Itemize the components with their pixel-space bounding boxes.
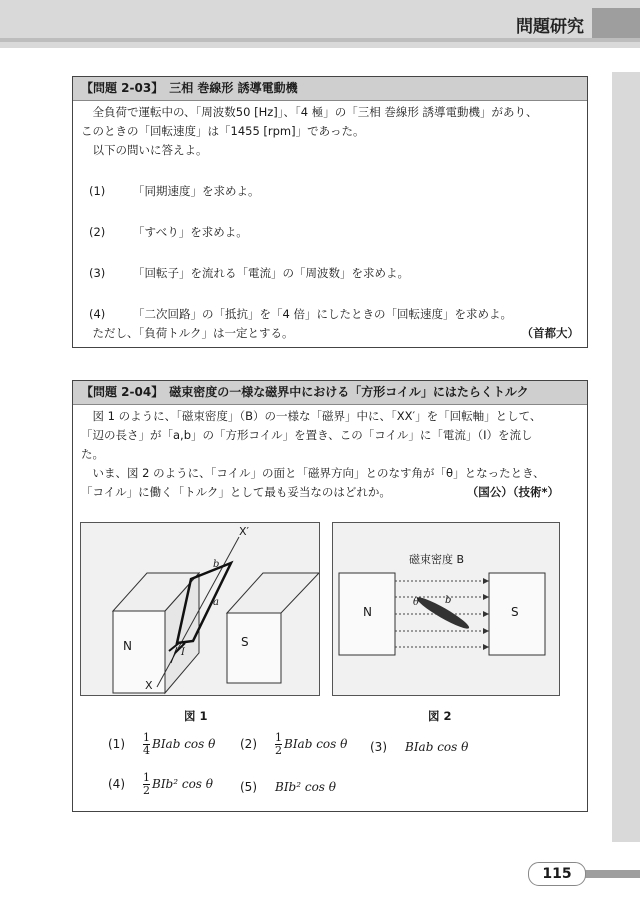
s-pole-label: S [511,605,519,619]
choice-4[interactable]: (4) $\frac{1}{2}$ BIb² cos θ [108,771,214,797]
choice-5[interactable]: (5) BIb² cos θ [240,780,337,794]
problem-text: 全負荷で運転中の、「周波数50 [Hz]」、「4 極」の「三相 巻線形 誘導電動機」があり、 [92,105,538,119]
header-divider [0,38,640,42]
problem-text: た。 [81,447,104,461]
side-b-label: b [445,595,452,606]
side-strip [612,72,640,842]
problem-body [73,405,587,506]
choice-2[interactable]: (2) $\frac{1}{2}$ BIab cos θ [240,731,348,757]
problem-title: 【問題 2-04】 磁束密度の一様な磁界中における「方形コイル」にはたらくトルク [73,381,587,405]
problem-title: 【問題 2-03】 三相 巻線形 誘導電動機 [73,77,587,101]
problem-text: 以下の問いに答えよ。 [92,143,208,157]
problem-note: ただし、「負荷トルク」は一定とする。 （首都大） [81,324,579,343]
problem-text: 「コイル」に働く「トルク」として最も妥当なのはどれか。 （国公）（技術*） [81,483,579,502]
figure-1-drawing [81,523,319,695]
axis-top-label: X′ [239,525,250,538]
page-number-strip [584,870,640,878]
source-label: （首都大） [521,326,579,340]
problem-body [73,101,587,347]
choice-1[interactable]: (1) $\frac{1}{4}$ BIab cos θ [108,731,216,757]
problem-text: 図 1 のように、「磁束密度」（B）の一様な「磁界」中に、「XX′」を「回転軸」として、 [92,409,542,423]
problem-text: 「辺の長さ」が「a,b」の「方形コイル」を置き、この「コイル」に「電流」（I）を流し [81,428,533,442]
question-3: (3) 「回転子」を流れる「電流」の「周波数」を求めよ。 [89,266,409,280]
question-4: (4) 「二次回路」の「抵抗」を「4 倍」にしたときの「回転速度」を求めよ。 [89,307,512,321]
side-b-label: b [213,559,220,570]
axis-bottom-label: X [145,679,153,692]
choice-3[interactable]: (3) BIab cos θ [370,740,469,754]
side-a-label: a [213,597,219,608]
source-label: （国公）（技術*） [466,485,559,499]
problem-text: このときの「回転速度」は「1455 [rpm]」であった。 [81,124,365,138]
question-2: (2) 「すべり」を求めよ。 [89,225,248,239]
question-1: (1) 「同期速度」を求めよ。 [89,184,260,198]
figure-1 [80,522,320,696]
flux-density-label: 磁束密度 B [409,553,465,566]
s-pole-label: S [241,635,249,649]
n-pole-label: N [363,605,372,619]
page-title: 問題研究 [516,17,584,37]
n-pole-label: N [123,639,132,653]
current-label: I [181,647,185,658]
header-tab [592,8,640,38]
problem-2-03 [72,76,588,348]
figure-1-caption: 図 1 [184,709,208,723]
page-number: 115 [528,862,586,886]
figure-2 [332,522,560,696]
figure-2-caption: 図 2 [428,709,452,723]
angle-label: θ [413,597,420,608]
problem-text: いま、図 2 のように、「コイル」の面と「磁界方向」とのなす角が「θ」となったとき、 [92,466,545,480]
